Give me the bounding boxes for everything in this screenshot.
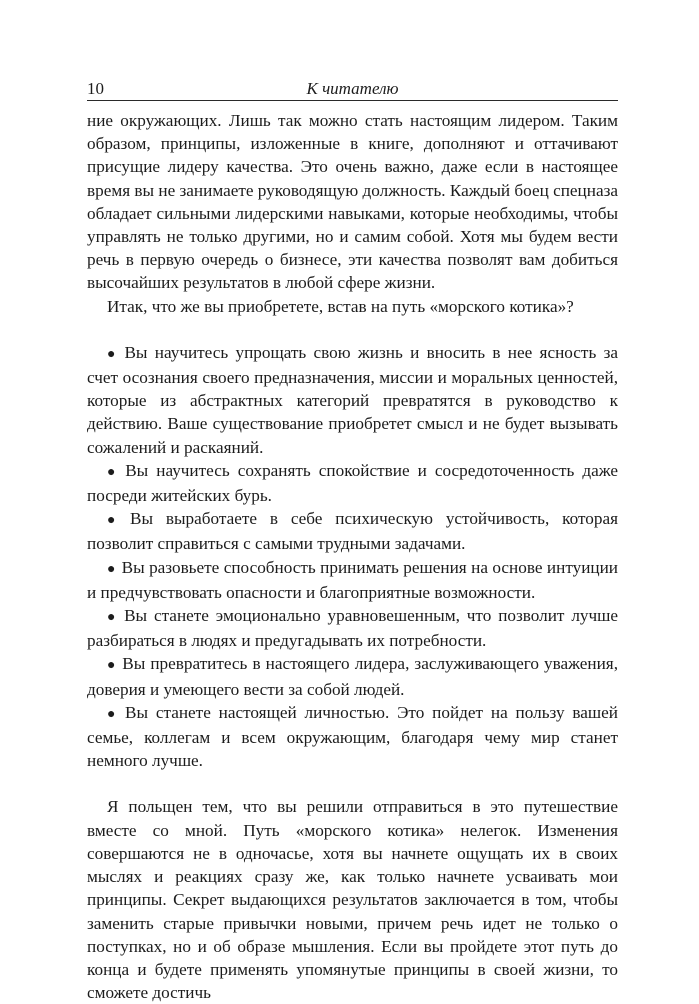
bullet-item: [87, 341, 618, 459]
bullet-icon: ●: [107, 513, 125, 529]
bullet-text: Вы превратитесь в настоящего лидера, заслуживающего уважения, доверия и умеющего вести за собой людей.: [87, 654, 618, 699]
bullet-icon: ●: [107, 658, 117, 674]
spacer: [87, 772, 618, 795]
bullet-item: [87, 701, 618, 773]
bullet-text: Вы станете настоящей личностью. Это пойдет на пользу вашей семье, коллегам и всем окружающим, благодаря чему мир станет немного лучше.: [87, 702, 618, 771]
bullet-icon: ●: [107, 346, 119, 362]
bullet-text: Вы научитесь сохранять спокойствие и сосредоточенность даже посреди житейских бурь.: [87, 460, 618, 506]
bullet-text: Вы научитесь упрощать свою жизнь и вносить в нее ясность за счет осознания своего предназначения, миссии и моральных ценностей, которые из абстрактных категорий превратятся в руководство к действию. Ваше существование приобретет смысл и не будет вызывать сожалений и раскаяний.: [87, 342, 618, 457]
bullet-text: Вы разовьете способность принимать решения на основе интуиции и предчувствовать опасности и благоприятные возможности.: [87, 557, 618, 602]
bullet-item: [87, 604, 618, 652]
page-body: [87, 109, 618, 1004]
bullet-icon: ●: [107, 561, 116, 577]
bullet-item: [87, 556, 618, 604]
bullet-icon: ●: [107, 610, 119, 626]
paragraph: ние окружающих. Лишь так можно стать настоящим лидером. Таким образом, принципы, изложенные в книге, дополняют и оттачивают присущие лидеру качества. Это очень важно, даже если в настоящее время вы не занимаете руководящую должность. Каждый боец спецназа обладает сильными лидерскими навыками, которые необходимы, чтобы управлять не только другими, но и самим собой. Хотя мы будем вести речь в первую очередь о бизнесе, эти качества позволят вам добиться высочайших результатов в любой сфере жизни.: [87, 111, 618, 293]
bullet-item: [87, 459, 618, 507]
page-header: [87, 76, 618, 101]
spacer: [87, 318, 618, 341]
bullet-icon: ●: [107, 464, 120, 480]
bullet-icon: ●: [107, 706, 120, 722]
running-title: К читателю: [306, 79, 399, 98]
paragraph: Итак, что же вы приобретете, встав на путь «морского котика»?: [107, 296, 574, 316]
page-number: 10: [87, 79, 104, 98]
bullet-item: [87, 507, 618, 555]
paragraph: Я польщен тем, что вы решили отправиться в это путешествие вместе со мной. Путь «морского котика» нелегок. Изменения совершаются не в одночасье, хотя вы начнете ощущать их в своих мыслях и реакциях сразу же, как только начнете усваивать мои принципы. Секрет выдающихся результатов заключается в том, чтобы заменить старые привычки новыми, причем речь идет не только о поступках, но и об образе мышления. Если вы пройдете этот путь до конца и будете применять упомянутые принципы в своей жизни, то сможете достичь: [87, 797, 618, 1003]
bullet-text: Вы станете эмоционально уравновешенным, что позволит лучше разбираться в людях и предугадывать их потребности.: [87, 606, 618, 651]
bullet-item: [87, 652, 618, 700]
bullet-list: [87, 341, 618, 773]
bullet-text: Вы выработаете в себе психическую устойчивость, которая позволит справиться с самыми трудными задачами.: [87, 509, 618, 554]
